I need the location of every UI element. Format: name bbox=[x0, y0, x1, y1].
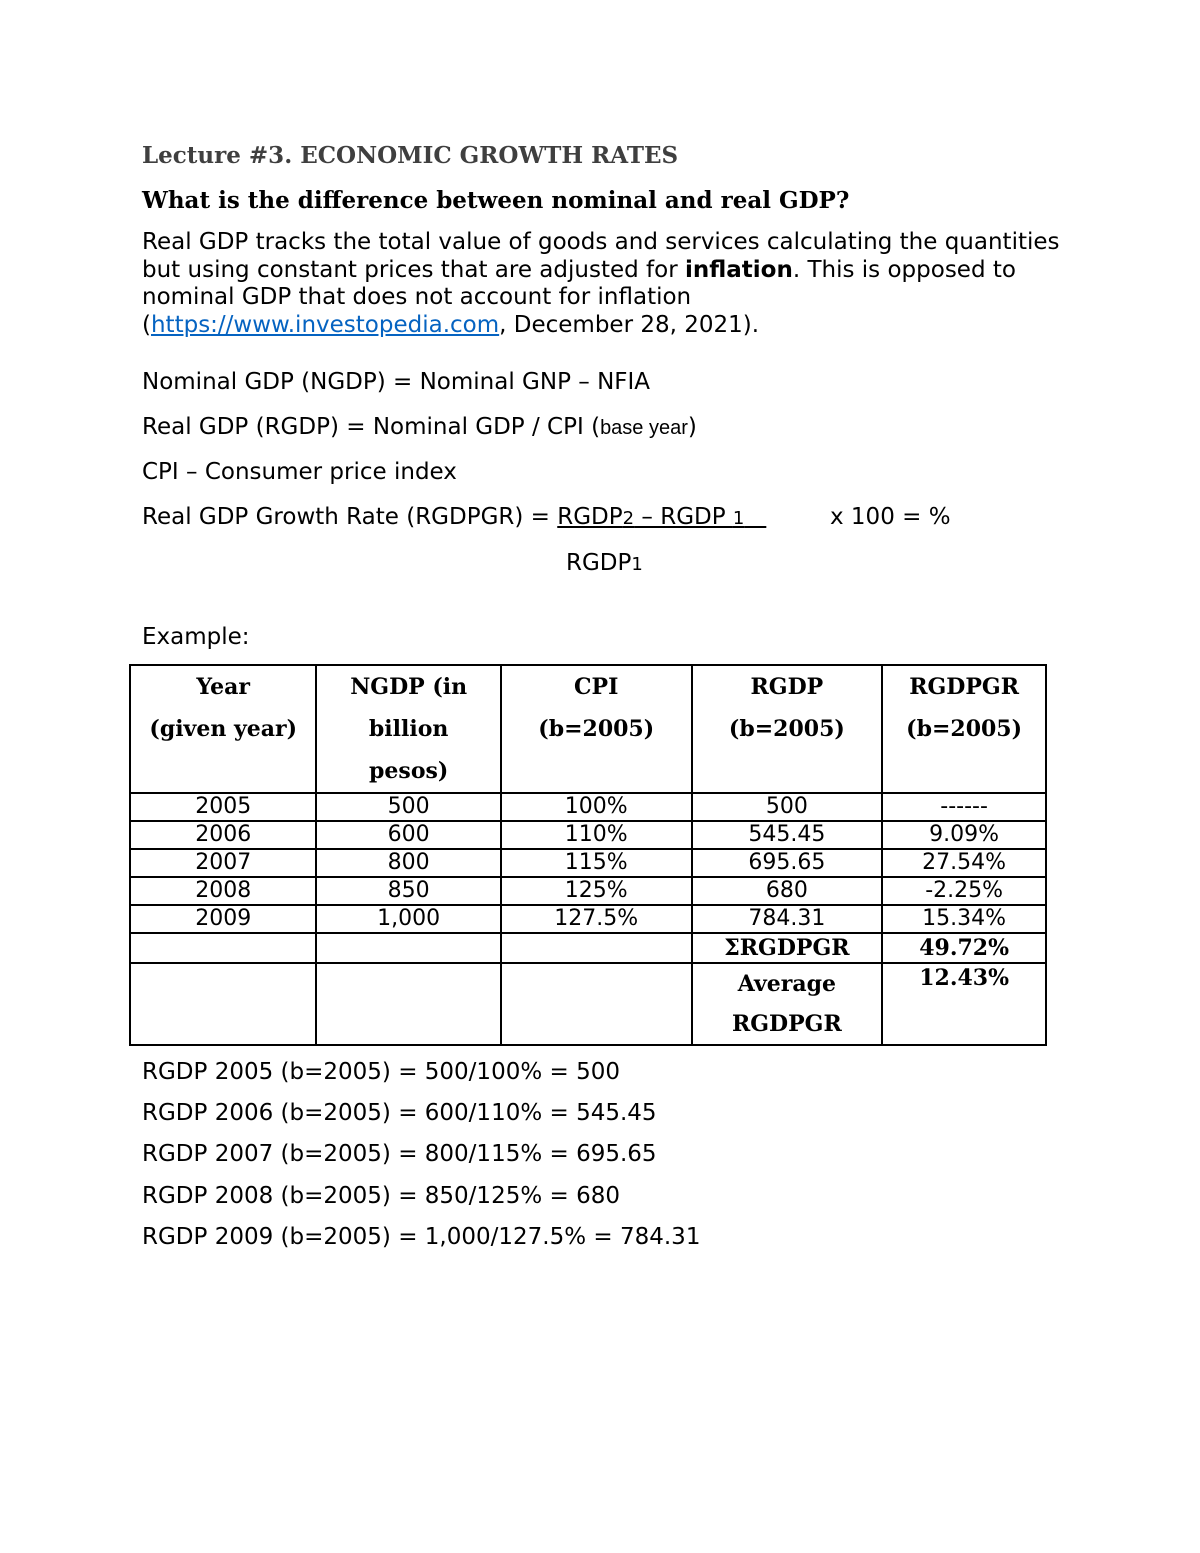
formula-rgdp-main: Real GDP (RGDP) = Nominal GDP / CPI bbox=[142, 414, 592, 440]
cell-rgdpgr: 27.54% bbox=[882, 849, 1046, 877]
cell-rgdp: 500 bbox=[692, 793, 883, 821]
cell-ngdp: 850 bbox=[316, 877, 500, 905]
cell-year: 2005 bbox=[130, 793, 316, 821]
table-row bbox=[130, 877, 1046, 905]
cell-rgdpgr: 9.09% bbox=[882, 821, 1046, 849]
formula-growth-num-mid: – RGDP bbox=[634, 504, 733, 530]
cell-cpi: 110% bbox=[501, 821, 692, 849]
cell-ngdp: 500 bbox=[316, 793, 500, 821]
cell-ngdp: 800 bbox=[316, 849, 500, 877]
formula-growth-den: RGDP bbox=[566, 550, 632, 576]
header-rgdp: RGDP (b=2005) bbox=[692, 665, 883, 793]
empty-cell bbox=[130, 933, 316, 963]
empty-cell bbox=[316, 933, 500, 963]
empty-cell bbox=[501, 933, 692, 963]
intro-paragraph bbox=[142, 229, 1062, 339]
average-value: 12.43% bbox=[882, 963, 1046, 1045]
sum-value: 49.72% bbox=[882, 933, 1046, 963]
calculation-line: RGDP 2006 (b=2005) = 600/110% = 545.45 bbox=[142, 1100, 657, 1126]
page-title: Lecture #3. ECONOMIC GROWTH RATES bbox=[142, 142, 679, 169]
formula-rgdp-note: base year bbox=[600, 417, 688, 439]
section-question: What is the difference between nominal and real GDP? bbox=[142, 187, 850, 214]
formula-rgdp bbox=[142, 413, 697, 442]
header-rgdpgr: RGDPGR (b=2005) bbox=[882, 665, 1046, 793]
table-row bbox=[130, 905, 1046, 933]
formula-growth-num-a: RGDP bbox=[557, 504, 623, 530]
empty-cell bbox=[501, 963, 692, 1045]
formula-rgdp-open: ( bbox=[591, 414, 601, 440]
formula-growth-den-sub: 1 bbox=[631, 554, 643, 575]
paragraph-text-2: . This is opposed to nominal GDP that does not account for inflation ( bbox=[142, 256, 1016, 338]
header-cpi: CPI (b=2005) bbox=[501, 665, 692, 793]
average-label: Average RGDPGR bbox=[692, 963, 883, 1045]
table-row bbox=[130, 849, 1046, 877]
formula-cpi: CPI – Consumer price index bbox=[142, 459, 457, 485]
cell-cpi: 100% bbox=[501, 793, 692, 821]
cell-ngdp: 1,000 bbox=[316, 905, 500, 933]
formula-growth-rate bbox=[142, 503, 766, 533]
formula-growth-num-a-sub: 2 bbox=[622, 508, 635, 529]
formula-growth-num-b-sub: 1 bbox=[732, 508, 745, 529]
cell-cpi: 125% bbox=[501, 877, 692, 905]
cell-rgdp: 695.65 bbox=[692, 849, 883, 877]
cell-cpi: 127.5% bbox=[501, 905, 692, 933]
formula-rgdp-close: ) bbox=[687, 414, 697, 440]
formula-ngdp: Nominal GDP (NGDP) = Nominal GNP – NFIA bbox=[142, 369, 651, 395]
formula-growth-prefix: Real GDP Growth Rate (RGDPGR) = bbox=[142, 504, 558, 530]
calculation-line: RGDP 2007 (b=2005) = 800/115% = 695.65 bbox=[142, 1141, 657, 1167]
header-ngdp: NGDP (in billion pesos) bbox=[316, 665, 500, 793]
cell-ngdp: 600 bbox=[316, 821, 500, 849]
example-label: Example: bbox=[142, 624, 250, 650]
cell-year: 2009 bbox=[130, 905, 316, 933]
calculation-line: RGDP 2005 (b=2005) = 500/100% = 500 bbox=[142, 1059, 620, 1085]
formula-growth-denominator bbox=[566, 549, 643, 579]
formula-growth-numerator bbox=[557, 504, 766, 530]
calculation-line: RGDP 2009 (b=2005) = 1,000/127.5% = 784.31 bbox=[142, 1224, 701, 1250]
cell-cpi: 115% bbox=[501, 849, 692, 877]
gdp-example-table bbox=[129, 664, 1047, 1046]
cell-year: 2008 bbox=[130, 877, 316, 905]
cell-year: 2006 bbox=[130, 821, 316, 849]
table-sum-row bbox=[130, 933, 1046, 963]
table-header-row bbox=[130, 665, 1046, 793]
paragraph-bold-word: inflation bbox=[684, 256, 793, 283]
header-year: Year (given year) bbox=[130, 665, 316, 793]
cell-rgdp: 784.31 bbox=[692, 905, 883, 933]
paragraph-text-1: Real GDP tracks the total value of goods and services calculating the quantities but using constant prices that are adjusted for bbox=[142, 229, 1060, 283]
calculation-line: RGDP 2008 (b=2005) = 850/125% = 680 bbox=[142, 1183, 620, 1209]
table-row bbox=[130, 821, 1046, 849]
table-average-row bbox=[130, 963, 1046, 1045]
cell-rgdpgr: -2.25% bbox=[882, 877, 1046, 905]
source-link[interactable]: https://www.investopedia.com bbox=[150, 311, 500, 338]
formula-growth-suffix: x 100 = % bbox=[830, 504, 951, 530]
empty-cell bbox=[316, 963, 500, 1045]
cell-rgdp: 680 bbox=[692, 877, 883, 905]
cell-year: 2007 bbox=[130, 849, 316, 877]
cell-rgdpgr: 15.34% bbox=[882, 905, 1046, 933]
empty-cell bbox=[130, 963, 316, 1045]
sum-label: ΣRGDPGR bbox=[692, 933, 883, 963]
table-row bbox=[130, 793, 1046, 821]
paragraph-text-3: , December 28, 2021). bbox=[499, 311, 760, 338]
cell-rgdpgr: ------ bbox=[882, 793, 1046, 821]
cell-rgdp: 545.45 bbox=[692, 821, 883, 849]
formula-growth-num-pad bbox=[744, 504, 766, 530]
